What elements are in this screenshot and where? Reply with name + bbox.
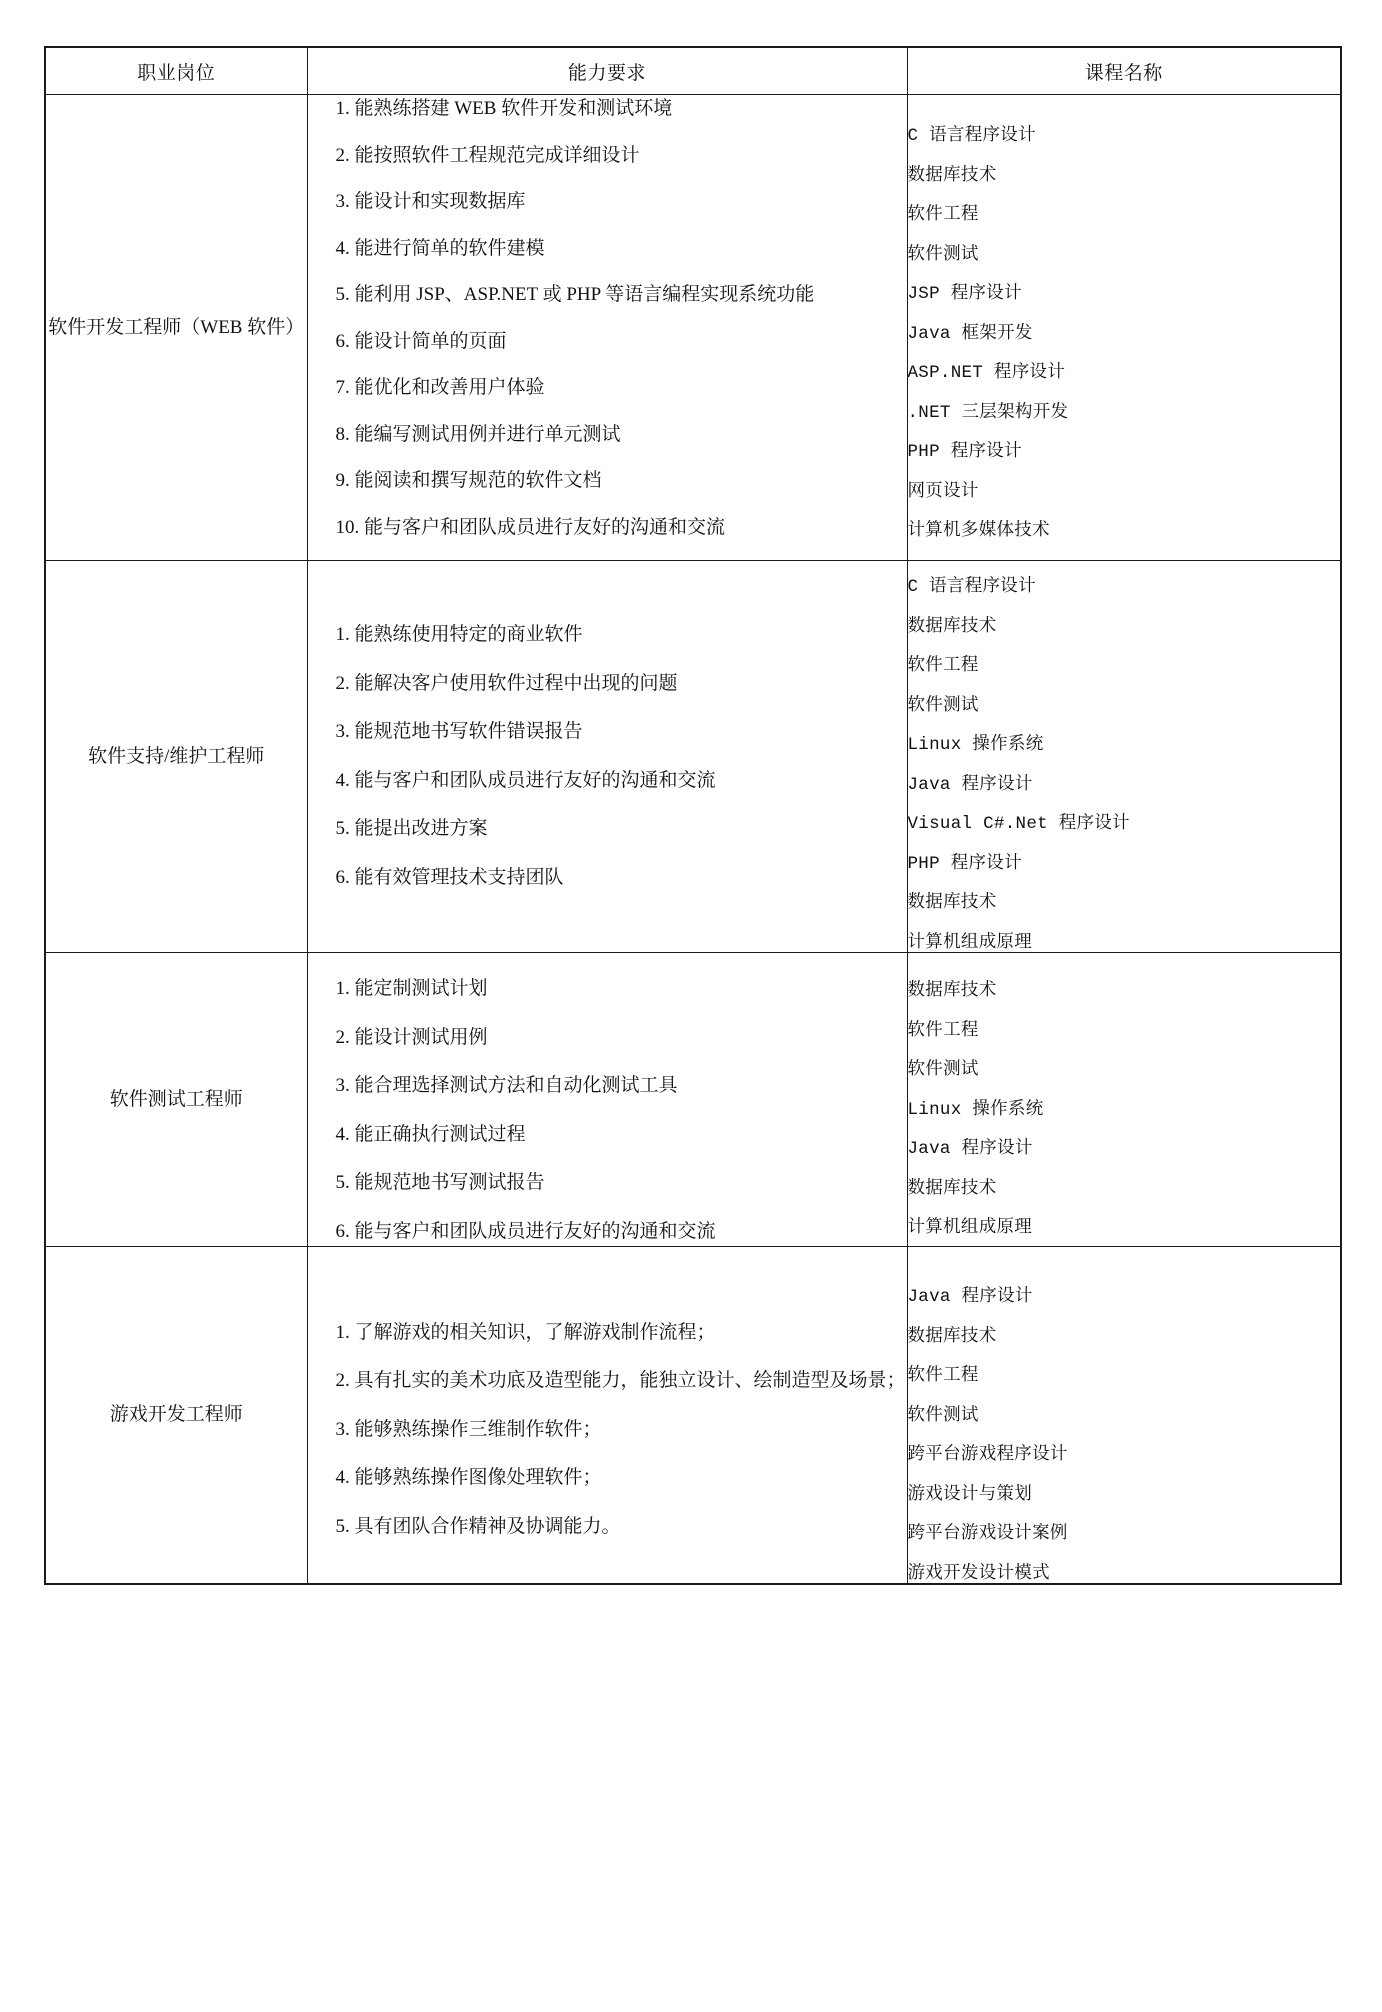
list-item: 软件工程 xyxy=(907,1020,979,1041)
skill-list xyxy=(308,621,907,892)
list-item: 6. 能设计简单的页面 xyxy=(335,330,507,352)
list-item: 1. 能定制测试计划 xyxy=(335,978,488,999)
skills-cell xyxy=(307,561,907,953)
course-list xyxy=(908,983,1341,1238)
column-header-job: 职业岗位 xyxy=(45,47,307,95)
list-item: 1. 能熟练搭建 WEB 软件开发和测试环境 xyxy=(335,98,673,119)
list-item: 数据库技术 xyxy=(907,1326,997,1347)
list-item: C 语言程序设计 xyxy=(907,577,1036,597)
course-list xyxy=(908,1289,1341,1583)
list-item: 数据库技术 xyxy=(907,981,997,1002)
list-item: 软件工程 xyxy=(907,1366,979,1386)
list-item: 数据库技术 xyxy=(907,165,997,186)
list-item: 软件测试 xyxy=(907,695,979,716)
list-item: 3. 能合理选择测试方法和自动化测试工具 xyxy=(335,1075,678,1096)
list-item: 游戏开发设计模式 xyxy=(907,1563,1050,1584)
list-item: C 语言程序设计 xyxy=(907,126,1036,147)
table-body xyxy=(45,95,1341,1585)
skill-list xyxy=(308,975,907,1246)
table-row xyxy=(45,95,1341,561)
list-item: 数据库技术 xyxy=(907,893,997,913)
skills-cell xyxy=(307,95,907,561)
list-item: 软件测试 xyxy=(907,1060,979,1081)
list-item: 游戏设计与策划 xyxy=(907,1484,1033,1505)
table-row xyxy=(45,561,1341,953)
skills-cell xyxy=(307,953,907,1247)
courses-cell xyxy=(907,95,1341,561)
list-item: 软件测试 xyxy=(907,1405,979,1426)
list-item: Linux 操作系统 xyxy=(907,735,1044,755)
list-item: PHP 程序设计 xyxy=(907,853,1022,874)
job-title: 软件支持/维护工程师 xyxy=(45,561,307,953)
skill-list xyxy=(308,1319,907,1542)
list-item: ASP.NET 程序设计 xyxy=(907,363,1066,384)
list-item: 跨平台游戏设计案例 xyxy=(907,1524,1068,1544)
list-item: Linux 操作系统 xyxy=(907,1099,1044,1120)
list-item: 3. 能规范地书写软件错误报告 xyxy=(335,721,583,742)
list-item: 5. 能提出改进方案 xyxy=(335,818,488,839)
list-item: 1. 能熟练使用特定的商业软件 xyxy=(335,624,583,645)
list-item: 3. 能够熟练操作三维制作软件； xyxy=(335,1418,602,1440)
list-item: 2. 具有扎实的美术功底及造型能力，能独立设计、绘制造型及场景； xyxy=(335,1370,906,1392)
courses-cell xyxy=(907,561,1341,953)
list-item: 10. 能与客户和团队成员进行友好的沟通和交流 xyxy=(335,516,726,538)
list-item: Java 程序设计 xyxy=(907,1139,1033,1160)
list-item: 3. 能设计和实现数据库 xyxy=(335,191,526,212)
list-item: PHP 程序设计 xyxy=(907,442,1022,463)
courses-cell xyxy=(907,953,1341,1247)
list-item: 6. 能与客户和团队成员进行友好的沟通和交流 xyxy=(335,1220,716,1242)
list-item: 网页设计 xyxy=(907,481,979,502)
list-item: 5. 能利用 JSP、ASP.NET 或 PHP 等语言编程实现系统功能 xyxy=(335,284,815,305)
job-title: 软件测试工程师 xyxy=(45,953,307,1247)
list-item: 数据库技术 xyxy=(907,616,997,637)
list-item: 4. 能与客户和团队成员进行友好的沟通和交流 xyxy=(335,769,716,791)
column-header-skills: 能力要求 xyxy=(307,47,907,95)
list-item: 4. 能进行简单的软件建模 xyxy=(335,237,545,259)
list-item: 跨平台游戏程序设计 xyxy=(907,1445,1068,1465)
list-item: 5. 具有团队合作精神及协调能力。 xyxy=(335,1515,621,1537)
list-item: .NET 三层架构开发 xyxy=(907,402,1069,423)
list-item: 9. 能阅读和撰写规范的软件文档 xyxy=(335,470,602,491)
list-item: 数据库技术 xyxy=(907,1178,997,1199)
list-item: 软件工程 xyxy=(907,205,979,226)
list-item: 软件工程 xyxy=(907,656,979,676)
table-header-row xyxy=(45,47,1341,95)
list-item: 4. 能够熟练操作图像处理软件； xyxy=(335,1467,602,1489)
list-item: 2. 能解决客户使用软件过程中出现的问题 xyxy=(335,672,678,694)
list-item: JSP 程序设计 xyxy=(907,284,1022,305)
table-header xyxy=(45,47,1341,95)
list-item: 5. 能规范地书写测试报告 xyxy=(335,1172,545,1193)
list-item: 计算机多媒体技术 xyxy=(907,521,1050,542)
job-title: 软件开发工程师（WEB 软件） xyxy=(45,95,307,561)
list-item: Java 程序设计 xyxy=(907,1287,1033,1307)
courses-cell xyxy=(907,1247,1341,1585)
list-item: 6. 能有效管理技术支持团队 xyxy=(335,866,564,888)
list-item: 2. 能设计测试用例 xyxy=(335,1026,488,1048)
list-item: 4. 能正确执行测试过程 xyxy=(335,1123,526,1145)
table-row xyxy=(45,953,1341,1247)
list-item: 1. 了解游戏的相关知识，了解游戏制作流程； xyxy=(335,1321,716,1343)
list-item: 计算机组成原理 xyxy=(907,1218,1033,1239)
list-item: 计算机组成原理 xyxy=(907,932,1033,953)
column-header-courses: 课程名称 xyxy=(907,47,1341,95)
skills-cell xyxy=(307,1247,907,1585)
list-item: 8. 能编写测试用例并进行单元测试 xyxy=(335,423,621,445)
occupation-skills-table xyxy=(44,46,1342,1585)
list-item: Java 程序设计 xyxy=(907,774,1033,795)
course-list xyxy=(908,579,1341,952)
table-row xyxy=(45,1247,1341,1585)
job-title: 游戏开发工程师 xyxy=(45,1247,307,1585)
skill-list xyxy=(308,95,907,542)
list-item: Visual C#.Net 程序设计 xyxy=(907,814,1130,834)
course-list xyxy=(908,128,1341,541)
list-item: 7. 能优化和改善用户体验 xyxy=(335,377,545,398)
list-item: Java 框架开发 xyxy=(907,323,1033,344)
list-item: 2. 能按照软件工程规范完成详细设计 xyxy=(335,144,640,166)
list-item: 软件测试 xyxy=(907,244,979,265)
